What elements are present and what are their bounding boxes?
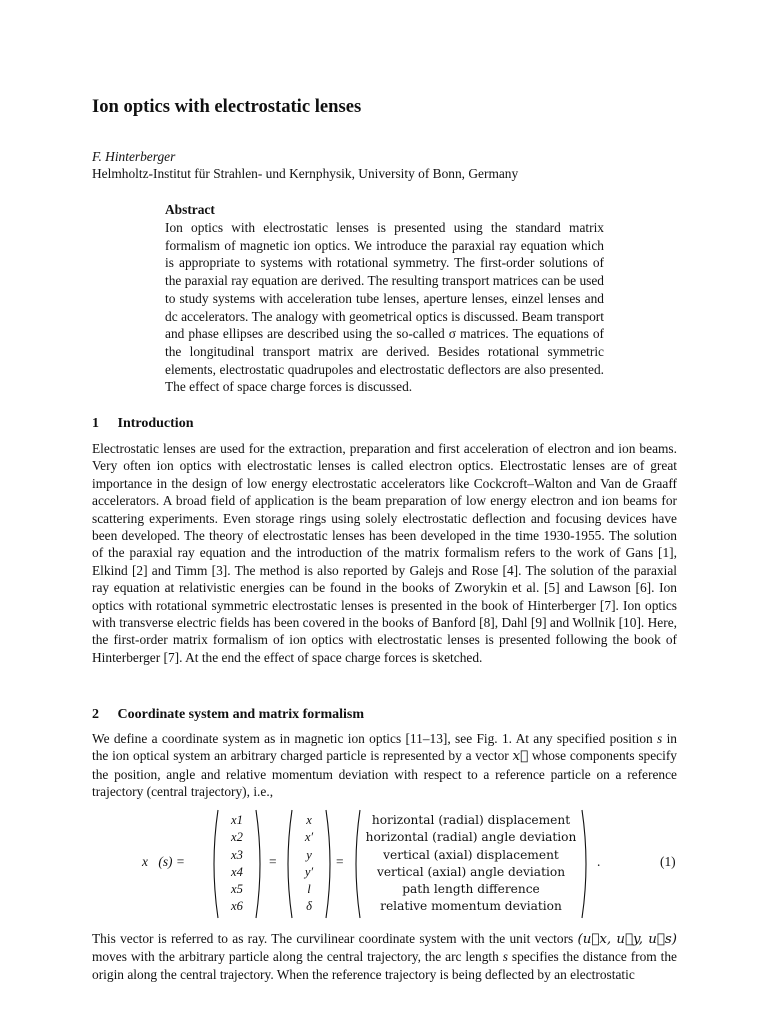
description: vertical (axial) displacement — [383, 847, 559, 862]
symbol: y′ — [304, 864, 314, 879]
symbol: l — [307, 882, 311, 897]
component: x1 — [231, 813, 243, 827]
var-s: s — [657, 731, 663, 746]
section-2-text-f: specifies the distance from the origin along the central trajectory. When the reference trajectory is being deflected by an electrostatic — [92, 949, 677, 982]
equation-1 — [92, 808, 682, 920]
section-1-body: Electrostatic lenses are used for the extraction, preparation and first acceleration of electron and ion beams. Very often ion optics with electrostatic lenses is called electron optics. Electrostatic lenses are of great importance in the design of low energy electrostatic accelerators like Cockcroft–Walton and Van de Graaff accelerators. A broad field of application is the beam preparation of low energy electron and ion beams for scattering experiments. Even storage rings using solely electrostatic deflection and focusing devices have been developed. The theory of electrostatic lenses has been developed in the time 1930-1955. The solution of the paraxial ray equation and the introduction of the matrix formalism refers to the work of Gans [1], Elkind [2] and Timm [3]. The method is also reported by Galejs and Rose [4]. The solution of the paraxial ray equation at relativistic energies can be found in the books of Zworykin et al. [5] and Lawson [6]. Ion optics with rotational symmetric electrostatic lenses is presented in the book of Hinterberger [7]. Ion optics with transverse electric fields has been covered in the books of Banford [8], Dahl [9] and Wollnik [10]. Here, the first-order matrix formalism of ion optics with electrostatic lenses is presented following the book of Hinterberger [7]. At the end the effect of space charge forces is sketched. — [92, 441, 677, 665]
component: x5 — [231, 882, 243, 897]
equation-descriptions — [360, 812, 582, 916]
component: x3 — [231, 847, 243, 862]
section-2-title: Coordinate system and matrix formalism — [117, 707, 365, 722]
section-2-body — [92, 730, 677, 801]
symbol: x — [306, 813, 312, 827]
author-name: F. Hinterberger — [92, 149, 176, 164]
section-2-heading — [92, 707, 364, 723]
description: horizontal (radial) displacement — [371, 813, 571, 827]
author-affiliation: Helmholtz-Institut für Strahlen- und Kernphysik, University of Bonn, Germany — [92, 166, 519, 181]
abstract-heading: Abstract — [165, 202, 215, 217]
section-2-text-e: moves with the arbitrary particle along the central trajectory, the arc length — [92, 949, 503, 965]
symbol: x′ — [304, 830, 314, 845]
section-2-text-c: whose components specify the position, angle and relative momentum deviation with respect to a reference particle on a reference trajectory (central trajectory), i.e., — [92, 748, 678, 800]
symbol: y — [306, 847, 312, 862]
component: x2 — [231, 830, 243, 845]
section-2-body-continued — [92, 930, 677, 983]
section-1-number: 1 — [92, 416, 99, 431]
section-2-text-d: This vector is referred to as ray. The curvilinear coordinate system with the unit vectors — [92, 931, 578, 946]
description: path length difference — [402, 882, 540, 897]
component: x6 — [231, 899, 243, 914]
description: vertical (axial) angle deviation — [376, 864, 566, 879]
equation-lhs: x⃗(s) = — [142, 854, 185, 869]
unit-vectors: (u⃗x, u⃗y, u⃗s) — [577, 932, 677, 947]
equation-symbols — [294, 812, 324, 916]
equation-number: (1) — [660, 854, 676, 869]
section-1-heading — [92, 416, 193, 432]
paper-title: Ion optics with electrostatic lenses — [92, 96, 362, 117]
equation-components — [220, 812, 254, 916]
description: relative momentum deviation — [380, 899, 562, 914]
component: x4 — [231, 864, 243, 879]
var-s-2: s — [502, 949, 508, 965]
equation-period: . — [597, 854, 601, 869]
section-2-text-a: We define a coordinate system as in magnetic ion optics [11–13], see Fig. 1. At any specified position — [92, 731, 653, 746]
section-2-number: 2 — [92, 707, 99, 722]
equals-sign-1: = — [269, 854, 277, 869]
description: horizontal (radial) angle deviation — [365, 830, 577, 845]
abstract-body: Ion optics with electrostatic lenses is presented using the standard matrix formalism of magnetic ion optics. We introduce the paraxial ray equation which is appropriate to systems with rotational symmetry. The first-order solutions of the paraxial ray equation are derived. The resulting transport matrices can be used to study systems with acceleration tube lenses, aperture lenses, einzel lenses and dc accelerators. The analogy with geometrical optics is discussed. Beam transport and phase ellipses are described using the so-called σ matrices. The equations of the longitudinal transport matrix are derived. Besides rotational symmetric elements, electrostatic quadrupoles and electrostatic deflectors are also presented. The effect of space charge forces is discussed. — [165, 220, 604, 395]
section-2-text-b: in the ion optical system an arbitrary charged particle is represented by a vector — [92, 731, 677, 764]
equals-sign-2: = — [336, 854, 344, 869]
symbol: δ — [306, 899, 312, 914]
section-1-title: Introduction — [117, 416, 194, 431]
vector-x: x⃗ — [512, 749, 529, 765]
